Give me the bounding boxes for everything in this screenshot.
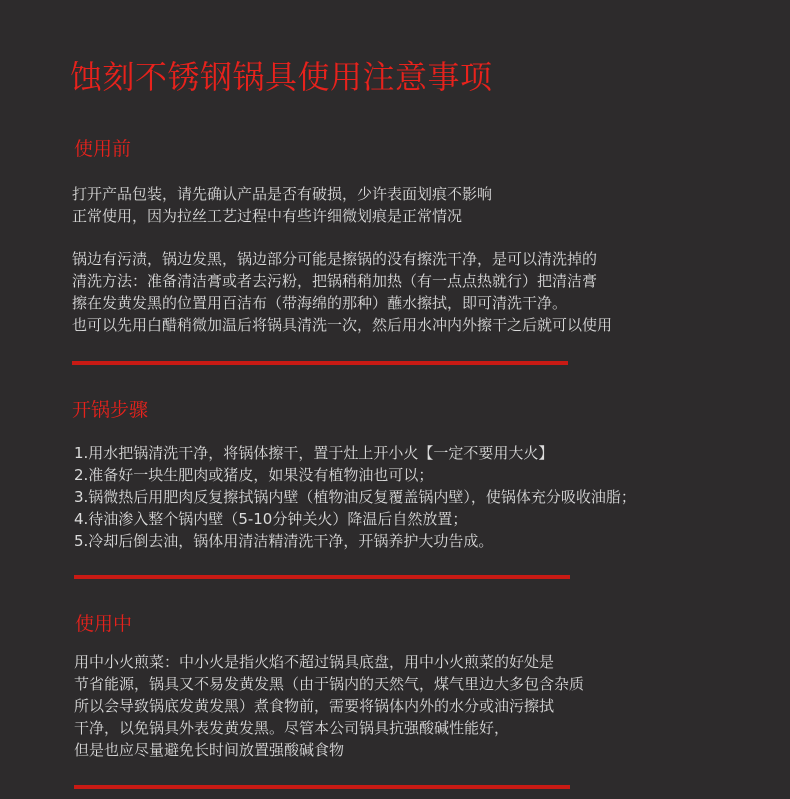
text-line: 擦在发黄发黑的位置用百洁布（带海绵的那种）蘸水擦拭，即可清洗干净。 — [72, 294, 568, 312]
list-item: 4.待油渗入整个锅内壁（5-10分钟关火）降温后自然放置； — [74, 510, 468, 528]
text-line: 打开产品包装，请先确认产品是否有破损，少许表面划痕不影响 — [72, 185, 493, 203]
section-divider — [74, 575, 570, 579]
section-divider — [74, 785, 570, 789]
list-item: 5.冷却后倒去油，锅体用清洁精清洗干净，开锅养护大功告成。 — [74, 532, 494, 550]
text-line: 也可以先用白醋稍微加温后将锅具清洗一次，然后用水冲内外擦干之后就可以使用 — [72, 316, 613, 334]
paragraph-packaging-check — [72, 183, 492, 227]
paragraph-low-heat-cooking — [74, 651, 584, 761]
paragraph-cleaning-method — [72, 248, 612, 336]
section-divider — [72, 361, 568, 365]
list-item: 3.锅微热后用肥肉反复擦拭锅内壁（植物油反复覆盖锅内壁），使锅体充分吸收油脂； — [74, 488, 636, 506]
text-line: 正常使用，因为拉丝工艺过程中有些许细微划痕是正常情况 — [72, 207, 463, 225]
section-heading-during-use: 使用中 — [75, 613, 133, 635]
text-line: 节省能源，锅具又不易发黄发黑（由于锅内的天然气，煤气里边大多包含杂质 — [74, 675, 585, 693]
steps-list — [74, 442, 636, 552]
text-line: 干净，以免锅具外表发黄发黑。尽管本公司锅具抗强酸碱性能好， — [74, 719, 510, 737]
list-item: 2.准备好一块生肥肉或猪皮，如果没有植物油也可以； — [74, 466, 434, 484]
text-line: 锅边有污渍，锅边发黑，锅边部分可能是擦锅的没有擦洗干净，是可以清洗掉的 — [72, 250, 598, 268]
text-line: 用中小火煎菜：中小火是指火焰不超过锅具底盘，用中小火煎菜的好处是 — [74, 653, 555, 671]
text-line: 所以会导致锅底发黄发黑）煮食物前，需要将锅体内外的水分或油污擦拭 — [74, 697, 555, 715]
section-heading-seasoning-steps: 开锅步骤 — [72, 399, 149, 421]
text-line: 清洗方法：准备清洁膏或者去污粉，把锅稍稍加热（有一点点热就行）把清洁膏 — [72, 272, 598, 290]
text-line: 但是也应尽量避免长时间放置强酸碱食物 — [74, 741, 345, 759]
list-item: 1.用水把锅清洗干净，将锅体擦干，置于灶上开小火【一定不要用大火】 — [74, 444, 554, 462]
page-title: 蚀刻不锈钢锅具使用注意事项 — [70, 58, 493, 96]
section-heading-before-use: 使用前 — [74, 138, 132, 160]
